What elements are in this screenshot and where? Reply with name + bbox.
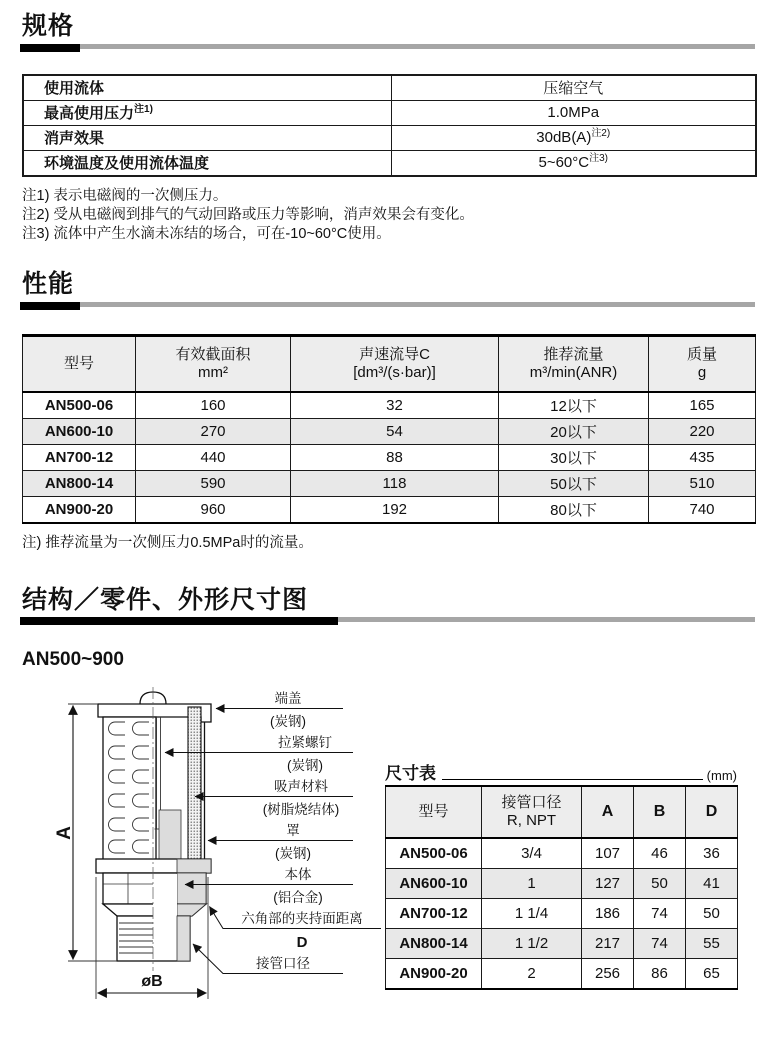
part-label: 端盖 [274,691,302,707]
part-label: D [296,934,308,952]
table-row: 环境温度及使用流体温度 $5\sim 60^\circ C^{注3)}$ [23,150,756,176]
silencer-cross-section-svg [43,677,383,1039]
part-label: (铝合金) [273,890,323,906]
title-rule [442,779,703,780]
part-label: (炭钢) [275,846,311,862]
dim-a-label: A [54,826,75,841]
rule-gray-segment [80,44,755,49]
col-header: 接管口径 [501,794,562,812]
model-cell: AN900-20 [386,959,482,990]
model-cell: AN900-20 [23,496,136,523]
performance-note: 注) 推荐流量为一次侧压力0.5MPa时的流量。 [22,534,313,551]
table-row: AN700-12 1 1/4 186 74 50 [386,899,738,929]
spec-label: 最高使用压力 [44,105,135,123]
spec-label: 使用流体 [44,80,105,98]
part-label: (树脂烧结体) [262,802,340,818]
rule-black-segment [20,302,80,310]
model-cell: AN600-10 [386,869,482,899]
model-cell: AN500-06 [386,838,482,869]
section-structure [20,586,755,1043]
col-header: 声速流导C [359,345,430,363]
table-row: AN600-10 1 127 50 41 [386,869,738,899]
note-line: 注2) 受从电磁阀到排气的气动回路或压力等影响，消声效果会有变化。 [22,206,474,223]
spec-table [22,74,757,177]
section-rule [20,617,755,625]
part-label: 罩 [286,823,300,839]
table-row: AN700-12 440 88 30以下 435 [23,444,756,470]
spec-notes [22,187,755,244]
model-cell: AN500-06 [23,392,136,419]
silencer-body [96,687,211,971]
section-rule [20,302,755,310]
table-row: AN600-10 270 54 20以下 220 [23,418,756,444]
spec-label: 环境温度及使用流体温度 [44,155,210,173]
section-title-performance: 性能 [22,269,75,298]
part-label: (炭钢) [287,758,323,774]
section-title-spec: 规格 [22,12,75,40]
part-label: 本体 [284,867,312,883]
col-header: 型号 [418,803,449,821]
section-title-structure: 结构／零件、外形尺寸图 [22,585,309,614]
part-label: 接管口径 [256,956,310,972]
note-line: 注1) 表示电磁阀的一次侧压力。 [22,187,228,204]
dimension-table-block [385,765,737,1043]
table-row: AN500-06 160 32 12以下 165 [23,392,756,419]
rule-gray-segment [338,617,755,622]
table-row: 消声效果 $30dB(A)^{注2)}$ [23,125,756,150]
spec-value: 1.0MPa [547,104,600,122]
table-row: AN900-20 2 256 86 65 [386,959,738,990]
dim-b-label: øB [141,973,163,991]
silencer-drawing [43,677,383,1043]
part-label: 拉紧螺钉 [278,735,332,751]
absorbing-material-section [188,707,201,862]
table-row [23,75,756,101]
model-cell: AN700-12 [386,899,482,929]
table-row: AN800-14 590 118 50以下 510 [23,470,756,496]
col-header: B [634,786,686,838]
part-label: 六角部的夹持面距离 [241,911,363,927]
rule-gray-segment [80,302,755,307]
table-header-row: 型号 有效截面积 mm² 声速流导C [dm³/(s·bar)] 推荐流量 m³/min(ANR) 质量 g [23,335,756,392]
col-header: 有效截面积 [175,345,251,363]
spec-value: 30dB(A) [536,129,592,147]
col-header: D [686,786,738,838]
model-cell: AN600-10 [23,418,136,444]
col-header: 型号 [63,354,94,372]
model-cell: AN800-14 [386,929,482,959]
performance-table [22,334,756,524]
spec-value: 压缩空气 [543,80,604,98]
rule-black-segment [20,44,80,52]
section-performance [20,270,755,552]
table-row: AN800-14 1 1/2 217 74 55 [386,929,738,959]
rule-black-segment [20,617,338,625]
spec-value: 5~60°C [538,154,590,172]
dimension-table [385,785,738,990]
col-header: 质量 [686,345,717,363]
dimension-table-header [385,765,737,782]
inner-support-section [159,810,181,861]
part-label: 吸声材料 [274,779,328,795]
col-header: 推荐流量 [543,345,604,363]
table-header-row: 型号 接管口径 R, NPT A B D [386,786,738,838]
col-header: A [582,786,634,838]
table-row: AN500-06 3/4 107 46 36 [386,838,738,869]
model-cell: AN800-14 [23,470,136,496]
model-range-subtitle: AN500~900 [22,649,124,671]
model-cell: AN700-12 [23,444,136,470]
dim-table-title: 尺寸表 [385,764,436,784]
table-row: 最高使用压力$^{注1)}$ 1.0MPa [23,100,756,125]
unit-label: (mm) [706,768,737,784]
spec-label: 消声效果 [44,130,105,148]
part-label: (炭钢) [270,714,306,730]
table-row: AN900-20 960 192 80以下 740 [23,496,756,523]
section-rule [20,44,755,52]
note-line: 注3) 流体中产生水滴未冻结的场合，可在-10~60°C使用。 [22,225,391,242]
structure-content-row [20,677,755,1043]
section-spec [20,12,755,244]
